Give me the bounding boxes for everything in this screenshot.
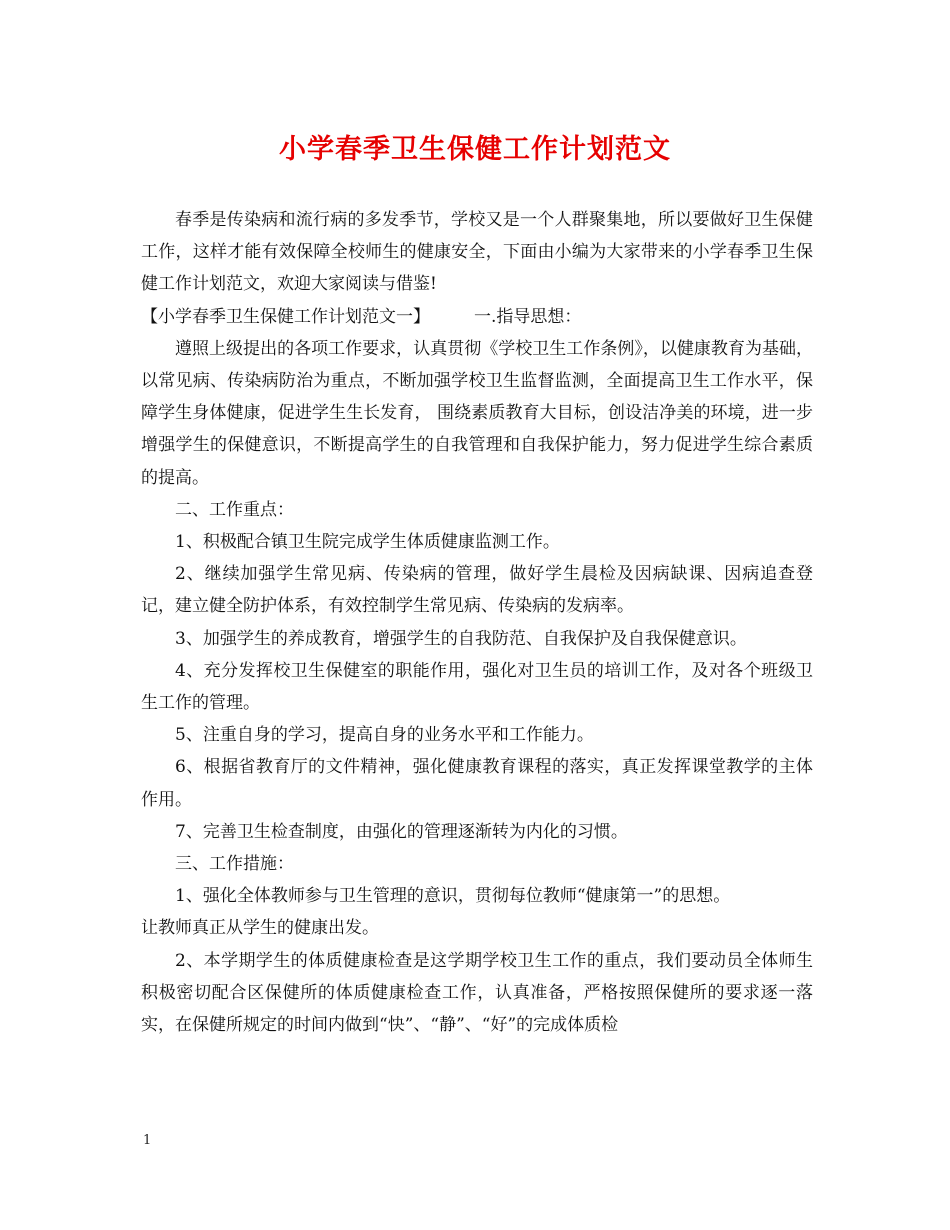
guiding-heading: 一.指导思想： [474,306,582,327]
section-label: 【小学春季卫生保健工作计划范文一】 [141,306,430,327]
focus-item-3: 3、加强学生的养成教育，增强学生的自我防范、自我保护及自我保健意识。 [175,628,747,649]
focus-item-6: 6、根据省教育厅的文件精神，强化健康教育课程的落实，真正发挥课堂教学的主体作用。 [141,757,813,810]
focus-item-1: 1、积极配合镇卫生院完成学生体质健康监测工作。 [175,532,560,553]
focus-item-4: 4、充分发挥校卫生保健室的职能作用，强化对卫生员的培训工作，及对各个班级卫生工作的管理。 [141,660,813,714]
section-heading-line [141,301,813,333]
measure-item-1b: 让教师真正从学生的健康出发。 [141,918,379,939]
measure-item-1a: 1、强化全体教师参与卫生管理的意识，贯彻每位教师“健康第一”的思想。 [175,886,731,907]
document-body [141,204,813,1041]
focus-item-2: 2、继续加强学生常见病、传染病的管理，做好学生晨检及因病缺课、因病追查登记，建立健全防护体系，有效控制学生常见病、传染病的发病率。 [141,564,813,617]
focus-item-5: 5、注重自身的学习，提高自身的业务水平和工作能力。 [175,725,594,746]
measure-item-2: 2、本学期学生的体质健康检查是这学期学校卫生工作的重点，我们要动员全体师生积极密切配合区保健所的体质健康检查工作，认真准备，严格按照保健所的要求逐一落实，在保健所规定的时间内做到“快”、“静”、“好”的完成体质检 [141,950,813,1036]
document-title: 小学春季卫生保健工作计划范文 [279,134,671,165]
focus-item-7: 7、完善卫生检查制度，由强化的管理逐渐转为内化的习惯。 [175,821,628,842]
intro-paragraph: 春季是传染病和流行病的多发季节，学校又是一个人群聚集地，所以要做好卫生保健工作，这样才能有效保障全校师生的健康安全，下面由小编为大家带来的小学春季卫生保健工作计划范文，欢迎大家阅读与借鉴! [141,210,813,295]
page-number: 1 [143,1133,152,1148]
measures-heading: 三、工作措施： [175,854,294,875]
focus-heading: 二、工作重点： [175,499,294,520]
guiding-paragraph: 遵照上级提出的各项工作要求，认真贯彻《学校卫生工作条例》，以健康教育为基础，以常见病、传染病防治为重点，不断加强学校卫生监督监测，全面提高卫生工作水平，保障学生身体健康，促进学生生长发育， 围绕素质教育大目标，创设洁净美的环境，进一步增强学生的保健意识，不断提高学生的自我管理和自我保护能力，努力促进学生综合素质的提高。 [141,338,813,488]
